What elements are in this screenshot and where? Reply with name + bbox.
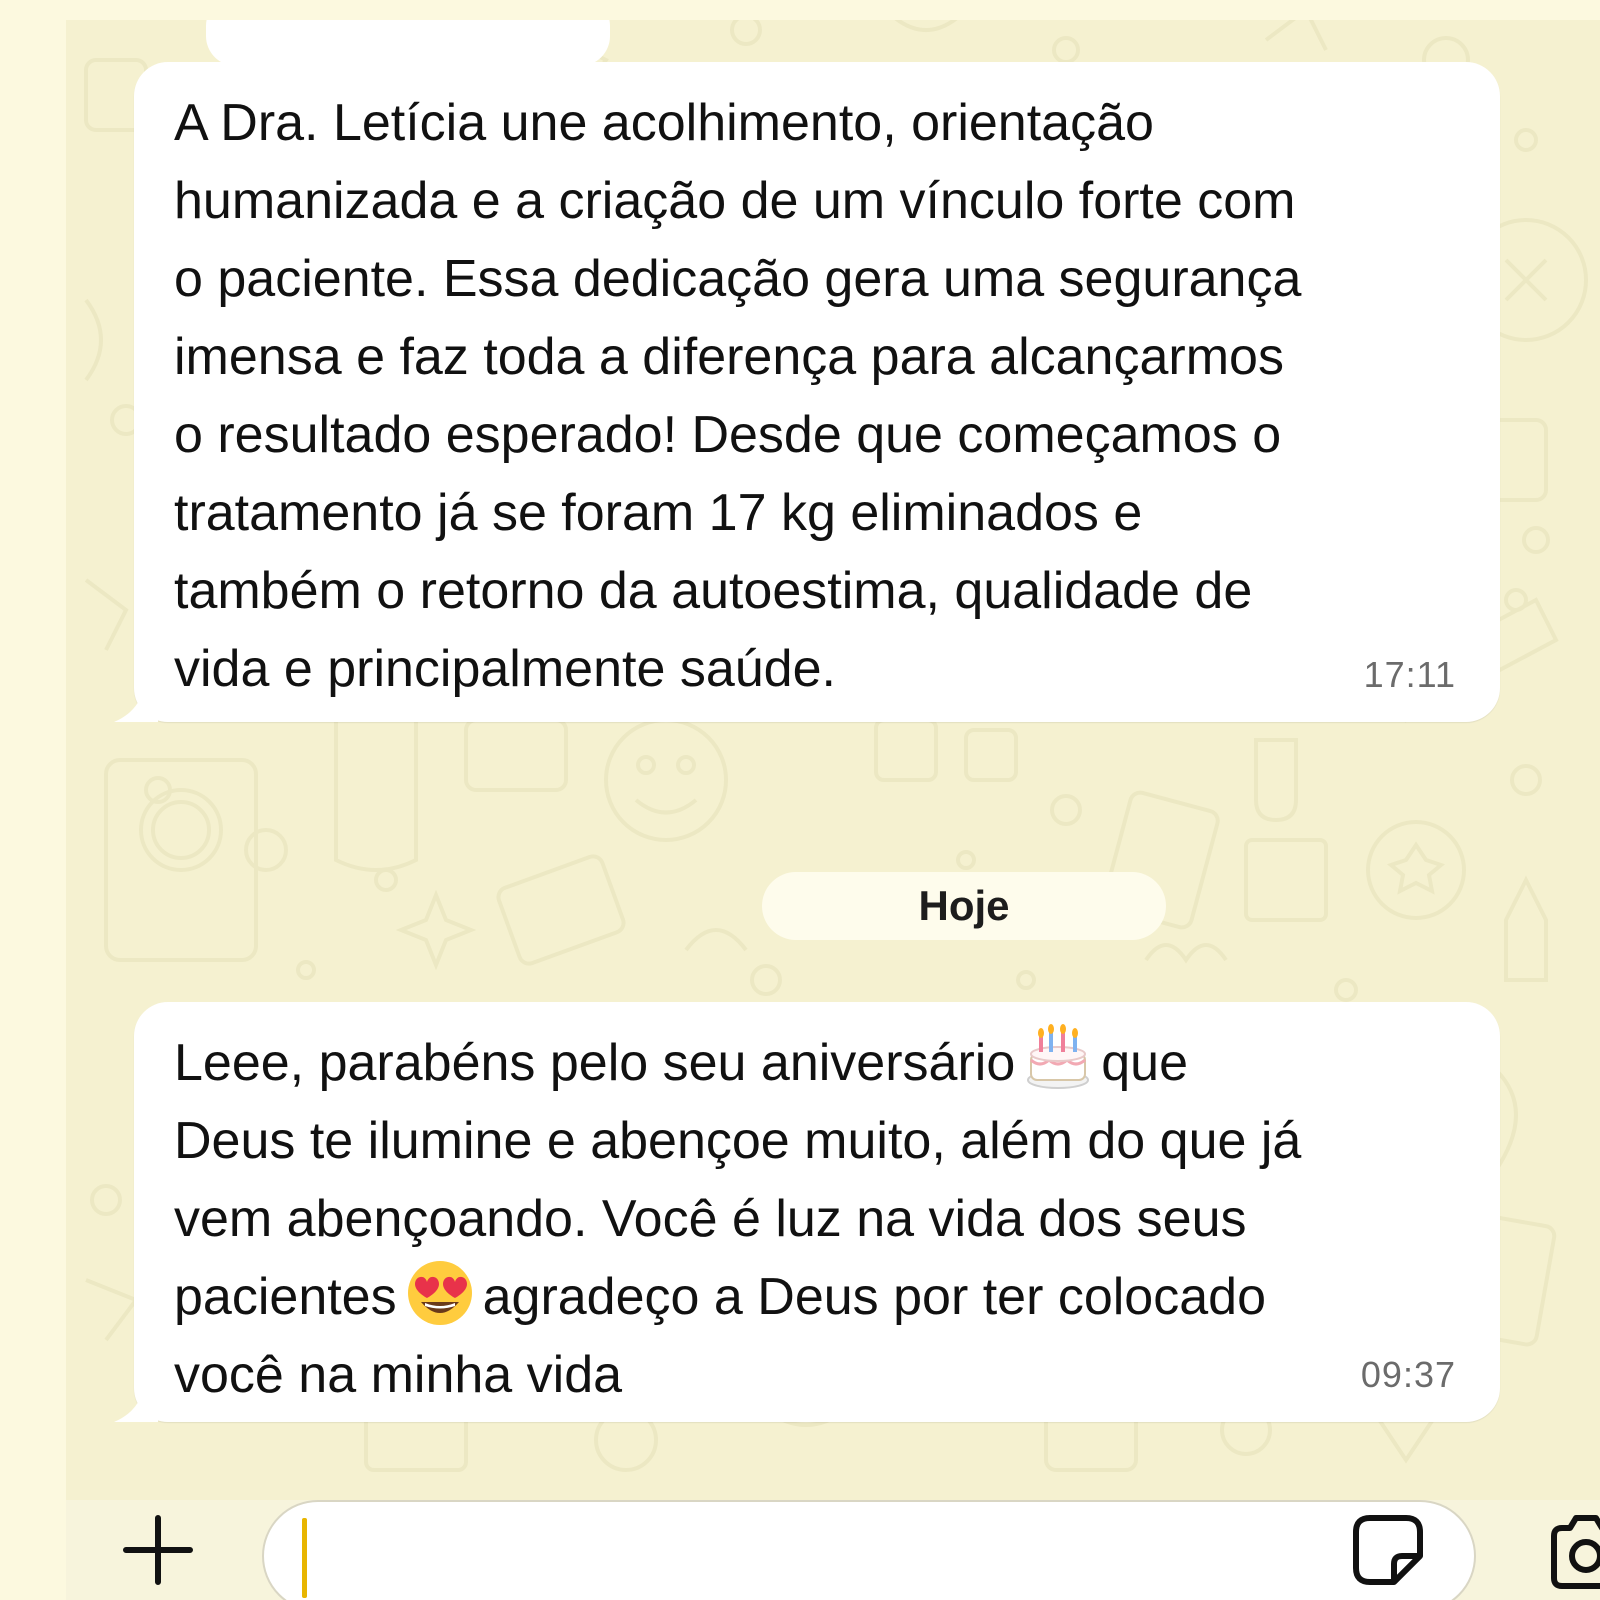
message-text: A Dra. Letícia une acolhimento, orientação humanizada e a criação de um vínculo forte com o paciente. Essa dedicação gera uma segurança imensa e faz toda a diferença para alcançarmos o resultado esperado! Desde que começamos o tratamento já se foram 17 kg eliminados e também o retorno da autoestima, qualidade de vida e principalmente saúde. <box>174 94 1302 698</box>
sticker-icon[interactable] <box>1350 1512 1426 1588</box>
message-text-part: Leee, parabéns pelo seu aniversário <box>174 1034 1016 1092</box>
date-separator-label: Hoje <box>918 882 1010 929</box>
message-bubble[interactable] <box>134 1002 1500 1422</box>
heart-eyes-emoji-icon <box>405 1258 475 1328</box>
bubble-tail <box>114 1388 158 1422</box>
text-caret <box>302 1518 307 1598</box>
message-input[interactable] <box>262 1500 1476 1600</box>
date-separator <box>762 872 1166 940</box>
message-composer <box>66 1500 1600 1600</box>
message-text-part: que Deus te ilumine e abençoe muito, além do que já vem abençoando. Você é luz na vida dos seus pacientes <box>174 1034 1302 1326</box>
bubble-tail <box>114 688 158 722</box>
plus-icon[interactable] <box>118 1510 198 1590</box>
message-timestamp: 17:11 <box>1363 654 1456 695</box>
camera-icon[interactable] <box>1546 1514 1600 1590</box>
message-timestamp: 09:37 <box>1360 1354 1456 1395</box>
previous-date-pill <box>206 20 610 66</box>
message-text-part: agradeço a Deus por ter colocado você na minha vida <box>174 1268 1266 1404</box>
message-bubble[interactable] <box>134 62 1500 722</box>
birthday-cake-emoji-icon <box>1023 1024 1093 1094</box>
message-text <box>174 1024 1454 1414</box>
